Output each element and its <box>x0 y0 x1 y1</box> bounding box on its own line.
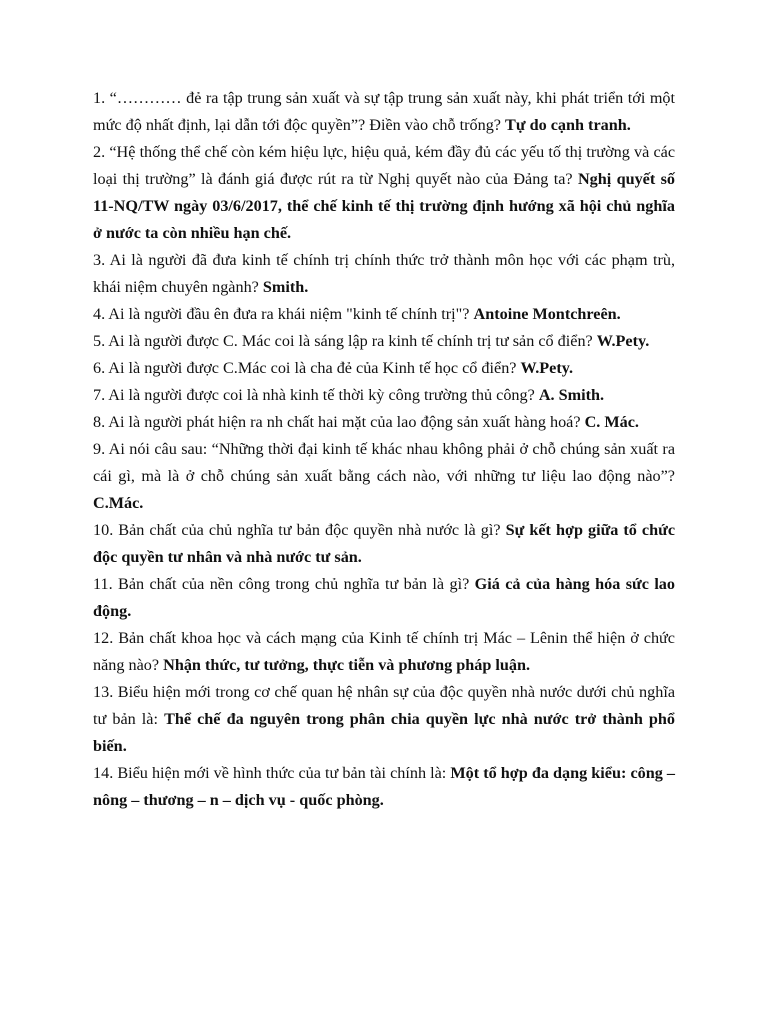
question-number: 4. <box>93 305 106 323</box>
question-item-7 <box>93 382 675 409</box>
question-number: 11. <box>93 575 113 593</box>
question-list <box>93 85 675 814</box>
question-number: 1. <box>93 89 106 107</box>
answer-text: W.Pety. <box>520 359 574 377</box>
question-item-14 <box>93 760 675 814</box>
question-text: “Hệ thống thể chế còn kém hiệu lực, hiệu quả, kém đầy đủ các yếu tố thị trường và các loại thị trường” là đánh giá được rút ra từ Nghị quyết nào của Đảng ta? <box>93 143 676 188</box>
question-text: Ai là người được coi là nhà kinh tế thời kỳ công trường thủ công? <box>108 386 535 404</box>
answer-text: W.Pety. <box>596 332 650 350</box>
question-text: Ai là người được C.Mác coi là cha đẻ của Kinh tế học cổ điển? <box>108 359 517 377</box>
answer-text: Nghị quyết số 11-NQ/TW ngày 03/6/2017, thể chế kinh tế thị trường định hướng xã hội chủ nghĩa ở nước ta còn nhiều hạn chế. <box>93 170 675 242</box>
question-item-12 <box>93 625 675 679</box>
question-text: Bản chất khoa học và cách mạng của Kinh tế chính trị Mác – Lênin thể hiện ở chức năng nào? <box>93 629 675 674</box>
question-text: Ai là người được C. Mác coi là sáng lập ra kinh tế chính trị tư sản cổ điển? <box>108 332 593 350</box>
answer-text: Giá cả của hàng hóa sức lao động. <box>93 575 675 620</box>
question-item-4 <box>93 301 675 328</box>
answer-text: Thể chế đa nguyên trong phân chia quyền lực nhà nước trở thành phổ biến. <box>93 710 676 755</box>
question-text: Ai là người phát hiện ra nh chất hai mặt của lao động sản xuất hàng hoá? <box>108 413 581 431</box>
question-item-8 <box>93 409 675 436</box>
question-number: 5. <box>93 332 106 350</box>
question-item-1 <box>93 85 675 139</box>
question-number: 12. <box>93 629 114 647</box>
question-text: Ai nói câu sau: “Những thời đại kinh tế khác nhau không phải ở chỗ chúng sản xuất ra cái gì, mà là ở chỗ chúng sản xuất bằng cách nào, với những tư liệu lao động nào”? <box>93 440 675 485</box>
question-text: “………… đẻ ra tập trung sản xuất và sự tập trung sản xuất này, khi phát triển tới một mức độ nhất định, lại dẫn tới độc quyền”? Điền vào chỗ trống? <box>93 89 676 134</box>
question-number: 9. <box>93 440 106 458</box>
question-item-3 <box>93 247 675 301</box>
question-number: 10. <box>93 521 114 539</box>
question-item-6 <box>93 355 675 382</box>
answer-text: C.Mác. <box>93 494 144 512</box>
question-text: Ai là người đã đưa kinh tế chính trị chính thức trở thành môn học với các phạm trù, khái niệm chuyên ngành? <box>93 251 675 296</box>
answer-text: Smith. <box>262 278 309 296</box>
question-text: Bản chất của nền công trong chủ nghĩa tư bản là gì? <box>118 575 470 593</box>
question-text: Ai là người đầu ên đưa ra khái niệm "kinh tế chính trị"? <box>108 305 470 323</box>
answer-text: Antoine Montchreên. <box>473 305 621 323</box>
question-item-5 <box>93 328 675 355</box>
answer-text: Tự do cạnh tranh. <box>505 116 631 134</box>
question-number: 13. <box>93 683 114 701</box>
question-number: 8. <box>93 413 106 431</box>
question-number: 3. <box>93 251 106 269</box>
question-item-2 <box>93 139 675 247</box>
question-item-9 <box>93 436 675 517</box>
answer-text: Một tổ hợp đa dạng kiểu: công – nông – thương – n – dịch vụ - quốc phòng. <box>93 764 675 809</box>
question-number: 7. <box>93 386 106 404</box>
answer-text: Nhận thức, tư tưởng, thực tiễn và phương pháp luận. <box>163 656 531 674</box>
question-item-13 <box>93 679 675 760</box>
answer-text: A. Smith. <box>538 386 605 404</box>
question-item-11 <box>93 571 675 625</box>
question-number: 6. <box>93 359 106 377</box>
question-number: 2. <box>93 143 106 161</box>
question-item-10 <box>93 517 675 571</box>
question-number: 14. <box>93 764 114 782</box>
question-text: Bản chất của chủ nghĩa tư bản độc quyền nhà nước là gì? <box>118 521 501 539</box>
answer-text: Sự kết hợp giữa tổ chức độc quyền tư nhân và nhà nước tư sản. <box>93 521 676 566</box>
question-text: Biểu hiện mới trong cơ chế quan hệ nhân sự của độc quyền nhà nước dưới chủ nghĩa tư bản là: <box>93 683 675 728</box>
answer-text: C. Mác. <box>584 413 639 431</box>
question-text: Biểu hiện mới về hình thức của tư bản tài chính là: <box>117 764 447 782</box>
